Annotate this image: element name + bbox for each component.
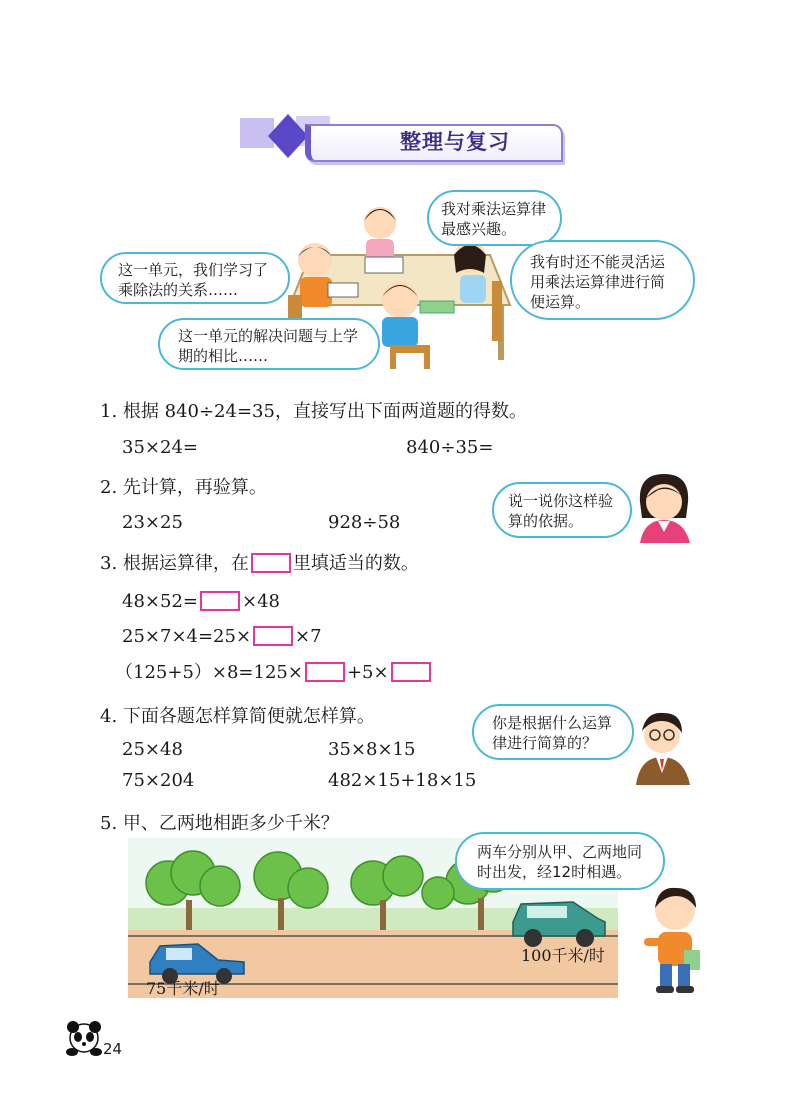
q4-text: 4. 下面各题怎样算简便就怎样算。 <box>100 706 375 727</box>
q3-line3 <box>115 661 433 685</box>
q3-line1 <box>122 590 280 614</box>
page-number: 24 <box>103 1040 123 1058</box>
q3-l1-right: ×48 <box>241 591 280 612</box>
q5-text: 5. 甲、乙两地相距多少千米？ <box>100 813 339 834</box>
bubble-top: 我对乘法运算律最感兴趣。 <box>427 190 562 246</box>
q3-l3-box1[interactable] <box>305 662 345 682</box>
q3-text <box>100 552 419 576</box>
q3-text-after: 里填适当的数。 <box>292 553 419 574</box>
q2-b: 928÷58 <box>328 512 401 533</box>
bubble-q5-hint: 两车分别从甲、乙两地同时出发，经12时相遇。 <box>455 832 665 890</box>
q4-b: 35×8×15 <box>328 739 416 760</box>
q3-l3-box2[interactable] <box>391 662 431 682</box>
q4-a: 25×48 <box>122 739 183 760</box>
boy-pointing-illustration <box>640 880 710 995</box>
q3-l3-left: （125+5）×8=125× <box>115 662 303 683</box>
q3-l3-mid: +5× <box>346 662 389 683</box>
q1-text: 1. 根据 840÷24=35，直接写出下面两道题的得数。 <box>100 401 527 422</box>
q3-l1-left: 48×52= <box>122 591 198 612</box>
teacher-woman-illustration <box>630 468 700 543</box>
q2-text: 2. 先计算，再验算。 <box>100 477 267 498</box>
q3-l2-left: 25×7×4=25× <box>122 626 252 647</box>
q3-l2-right: ×7 <box>295 626 322 647</box>
bubble-q2-hint: 说一说你这样验算的依据。 <box>492 482 632 538</box>
bubble-q4-hint: 你是根据什么运算律进行简算的？ <box>472 704 634 760</box>
q4-d: 482×15+18×15 <box>328 770 477 791</box>
q5-speed-right: 100千米/时 <box>521 946 605 965</box>
q3-line2 <box>122 625 322 649</box>
q3-l1-box[interactable] <box>200 591 240 611</box>
panda-icon <box>64 1018 104 1058</box>
q2-a: 23×25 <box>122 512 183 533</box>
q5-speed-left: 75千米/时 <box>146 979 220 998</box>
bubble-left: 这一单元，我们学习了乘除法的关系…… <box>100 252 290 304</box>
q3-l2-box[interactable] <box>253 626 293 646</box>
q1-a: 35×24= <box>122 437 198 458</box>
q3-legend-box <box>251 553 291 573</box>
bubble-right: 我有时还不能灵活运用乘法运算律进行简便运算。 <box>510 240 695 320</box>
q3-text-before: 3. 根据运算律，在 <box>100 553 249 574</box>
bubble-bottom: 这一单元的解决问题与上学期的相比…… <box>158 318 380 370</box>
page-title: 整理与复习 <box>400 130 510 154</box>
q1-b: 840÷35= <box>406 437 494 458</box>
q4-c: 75×204 <box>122 770 195 791</box>
teacher-man-illustration <box>628 705 698 785</box>
